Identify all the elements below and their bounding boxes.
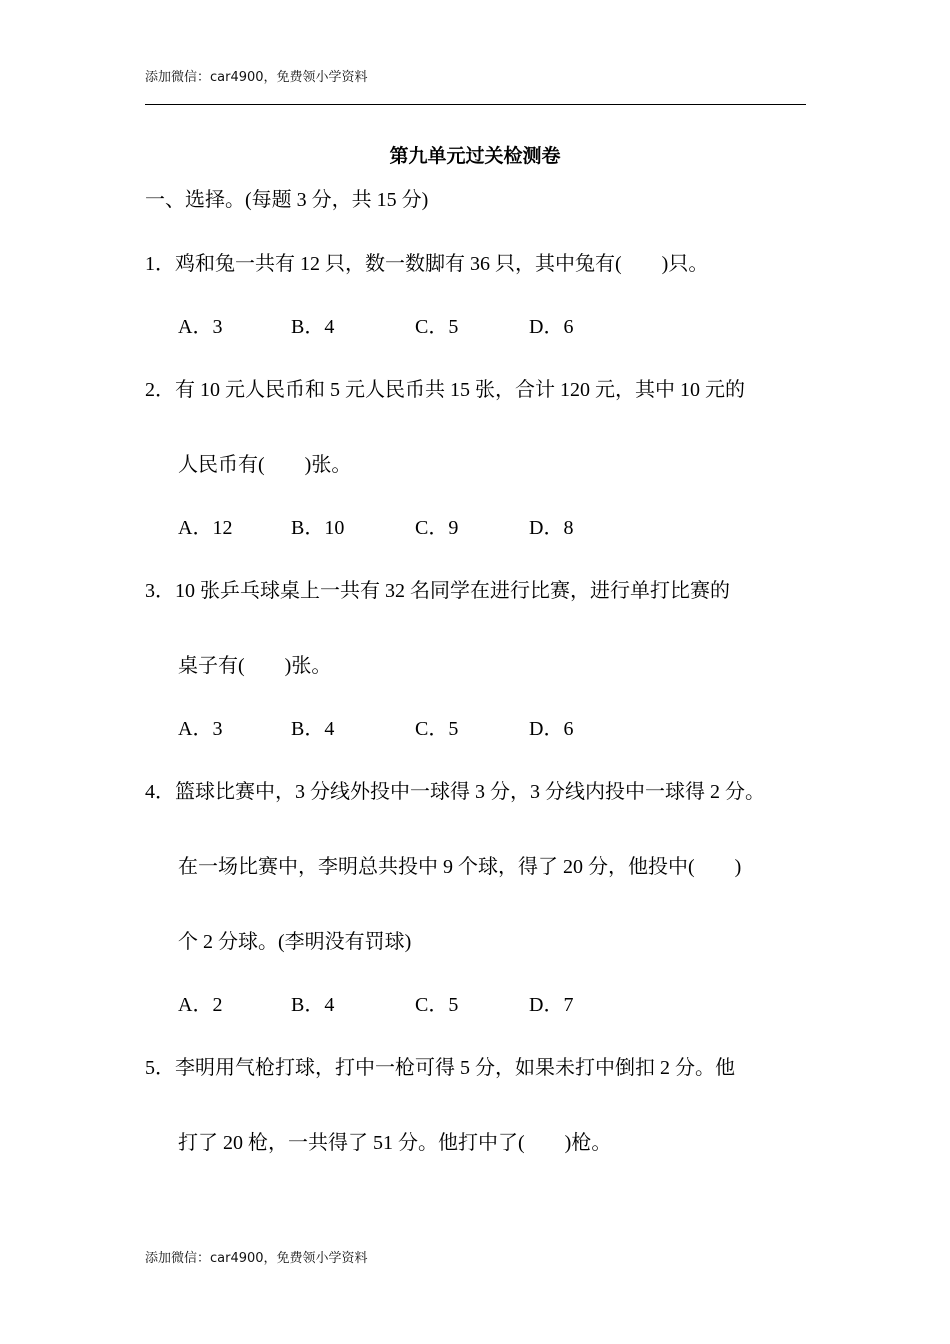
question-4-line-2: 在一场比赛中，李明总共投中 9 个球，得了 20 分，他投中( ) bbox=[178, 856, 742, 878]
question-2-option-b[interactable]: B．10 bbox=[291, 517, 345, 539]
question-1-option-a[interactable]: A．3 bbox=[178, 316, 223, 338]
question-2-line-2: 人民币有( )张。 bbox=[178, 454, 352, 476]
question-2-option-d[interactable]: D．8 bbox=[529, 517, 574, 539]
question-3-option-d[interactable]: D．6 bbox=[529, 718, 574, 740]
question-3-option-c[interactable]: C．5 bbox=[415, 718, 459, 740]
question-1-option-c[interactable]: C．5 bbox=[415, 316, 459, 338]
question-3-option-a[interactable]: A．3 bbox=[178, 718, 223, 740]
header-watermark: 添加微信：car4900，免费领小学资料 bbox=[145, 70, 368, 85]
header-divider bbox=[145, 104, 806, 105]
question-4-option-b[interactable]: B．4 bbox=[291, 994, 335, 1016]
question-3-line-1: 3．10 张乒乓球桌上一共有 32 名同学在进行比赛，进行单打比赛的 bbox=[145, 580, 730, 602]
question-4-option-d[interactable]: D．7 bbox=[529, 994, 574, 1016]
document-title: 第九单元过关检测卷 bbox=[389, 145, 561, 167]
question-4-option-a[interactable]: A．2 bbox=[178, 994, 223, 1016]
question-2-option-c[interactable]: C．9 bbox=[415, 517, 459, 539]
question-1-option-d[interactable]: D．6 bbox=[529, 316, 574, 338]
question-2-option-a[interactable]: A．12 bbox=[178, 517, 233, 539]
section-heading: 一、选择。(每题 3 分，共 15 分) bbox=[145, 189, 429, 211]
question-3-line-2: 桌子有( )张。 bbox=[178, 655, 332, 677]
question-5-line-2: 打了 20 枪，一共得了 51 分。他打中了( )枪。 bbox=[178, 1132, 612, 1154]
question-1-line-1: 1．鸡和兔一共有 12 只，数一数脚有 36 只，其中兔有( )只。 bbox=[145, 253, 709, 275]
question-4-line-3: 个 2 分球。(李明没有罚球) bbox=[178, 931, 412, 953]
question-5-line-1: 5．李明用气枪打球，打中一枪可得 5 分，如果未打中倒扣 2 分。他 bbox=[145, 1057, 735, 1079]
question-1-option-b[interactable]: B．4 bbox=[291, 316, 335, 338]
footer-watermark: 添加微信：car4900，免费领小学资料 bbox=[145, 1251, 368, 1266]
question-4-line-1: 4．篮球比赛中，3 分线外投中一球得 3 分，3 分线内投中一球得 2 分。 bbox=[145, 781, 765, 803]
question-3-option-b[interactable]: B．4 bbox=[291, 718, 335, 740]
question-2-line-1: 2．有 10 元人民币和 5 元人民币共 15 张，合计 120 元，其中 10 元的 bbox=[145, 379, 745, 401]
question-4-option-c[interactable]: C．5 bbox=[415, 994, 459, 1016]
